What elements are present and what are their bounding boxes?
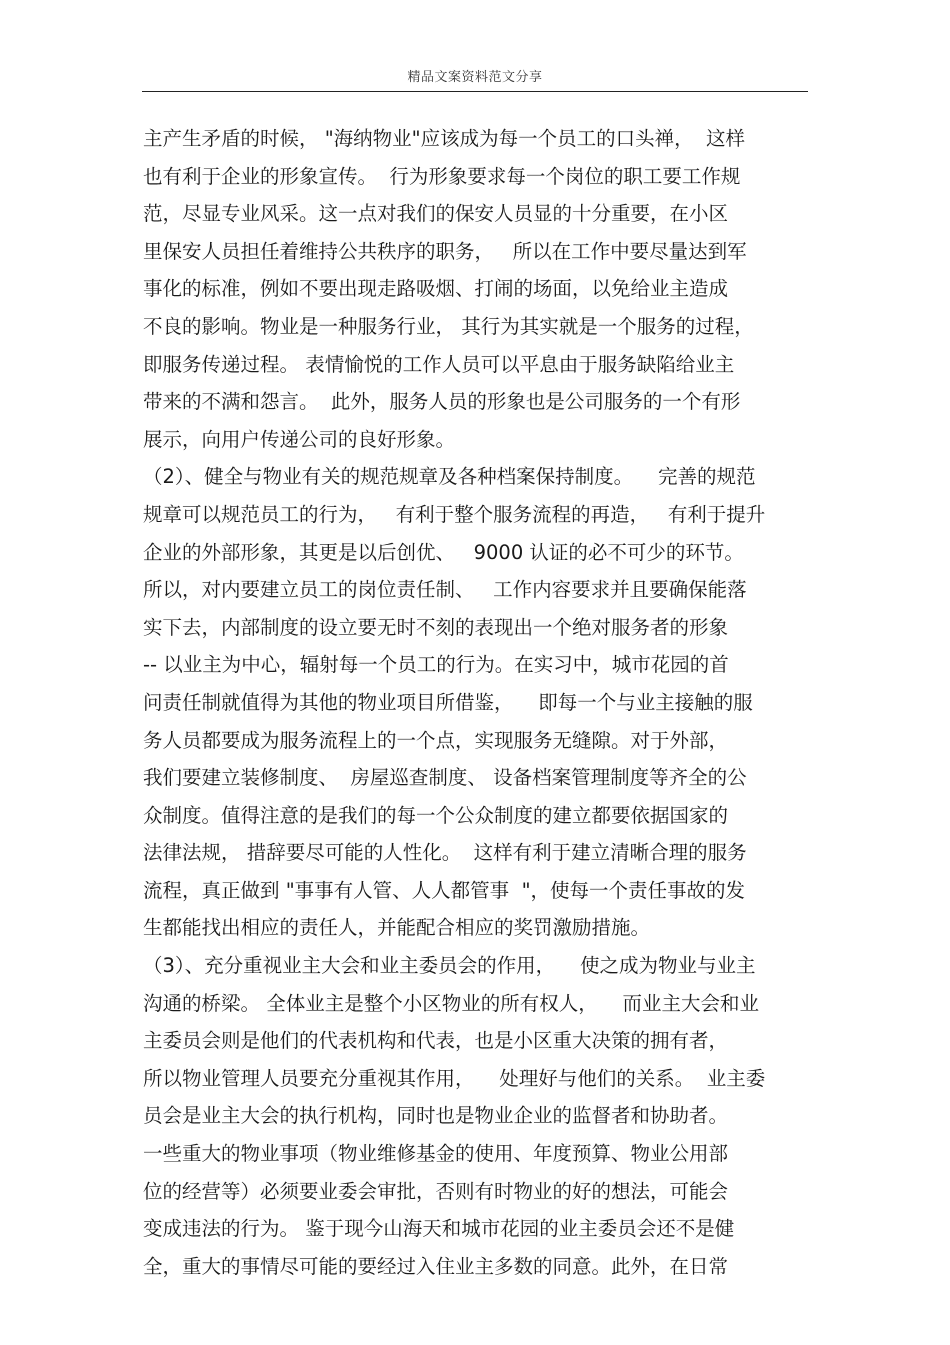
text-line: 展示，向用户传递公司的良好形象。 <box>143 427 456 451</box>
text-line: 所以，对内要建立员工的岗位责任制、 工作内容要求并且要确保能落 <box>143 578 747 602</box>
text-line: 企业的外部形象，其更是以后创优、 9000 认证的必不可少的环节。 <box>143 540 744 564</box>
text-line: 规章可以规范员工的行为， 有利于整个服务流程的再造， 有利于提升 <box>143 502 766 526</box>
text-line: 员会是业主大会的执行机构，同时也是物业企业的监督者和协助者。 <box>143 1104 729 1128</box>
text-line: 带来的不满和怨言。 此外，服务人员的形象也是公司服务的一个有形 <box>143 390 741 414</box>
text-line: 法律法规， 措辞要尽可能的人性化。 这样有利于建立清晰合理的服务 <box>143 841 747 865</box>
page-header-title: 精品文案资料范文分享 <box>407 70 543 85</box>
text-line: （3）、充分重视业主大会和业主委员会的作用， 使之成为物业与业主 <box>143 954 756 978</box>
text-line: 主委员会则是他们的代表机构和代表，也是小区重大决策的拥有者， <box>143 1029 729 1053</box>
text-line: 变成违法的行为。 鉴于现今山海天和城市花园的业主委员会还不是健 <box>143 1217 735 1241</box>
text-line: （2）、健全与物业有关的规范规章及各种档案保持制度。 完善的规范 <box>143 465 756 489</box>
text-line: 全，重大的事情尽可能的要经过入住业主多数的同意。此外，在日常 <box>143 1254 729 1278</box>
text-line: 位的经营等）必须要业委会审批，否则有时物业的好的想法，可能会 <box>143 1179 729 1203</box>
header-divider <box>142 91 808 92</box>
text-line: 沟通的桥梁。 全体业主是整个小区物业的所有权人， 而业主大会和业 <box>143 991 759 1015</box>
text-line: 范，尽显专业风采。这一点对我们的保安人员显的十分重要，在小区 <box>143 202 729 226</box>
body-text <box>143 120 813 1285</box>
text-line: 即服务传递过程。 表情愉悦的工作人员可以平息由于服务缺陷给业主 <box>143 352 735 376</box>
text-line: 主产生矛盾的时候， "海纳物业"应该成为每一个员工的口头禅， 这样 <box>143 127 746 150</box>
text-line: 所以物业管理人员要充分重视其作用， 处理好与他们的关系。 业主委 <box>143 1066 766 1090</box>
text-line: 生都能找出相应的责任人，并能配合相应的奖罚激励措施。 <box>143 916 651 940</box>
text-line: -- 以业主为中心，辐射每一个员工的行为。在实习中，城市花园的首 <box>143 653 729 677</box>
text-line: 不良的影响。物业是一种服务行业， 其行为其实就是一个服务的过程， <box>143 314 754 338</box>
text-line: 问责任制就值得为其他的物业项目所借鉴， 即每一个与业主接触的服 <box>143 690 753 714</box>
text-line: 众制度。值得注意的是我们的每一个公众制度的建立都要依据国家的 <box>143 803 729 827</box>
text-line: 事化的标准，例如不要出现走路吸烟、打闹的场面，以免给业主造成 <box>143 277 729 301</box>
text-line: 也有利于企业的形象宣传。 行为形象要求每一个岗位的职工要工作规 <box>143 164 741 188</box>
text-line: 一些重大的物业事项（物业维修基金的使用、年度预算、物业公用部 <box>143 1142 729 1166</box>
text-line: 流程，真正做到 "事事有人管、人人都管事 "，使每一个责任事故的发 <box>143 878 746 902</box>
text-line: 务人员都要成为服务流程上的一个点，实现服务无缝隙。对于外部， <box>143 728 729 752</box>
text-line: 我们要建立装修制度、 房屋巡查制度、 设备档案管理制度等齐全的公 <box>143 766 747 790</box>
text-line: 实下去，内部制度的设立要无时不刻的表现出一个绝对服务者的形象 <box>143 615 729 639</box>
text-line: 里保安人员担任着维持公共秩序的职务， 所以在工作中要尽量达到军 <box>143 239 747 263</box>
